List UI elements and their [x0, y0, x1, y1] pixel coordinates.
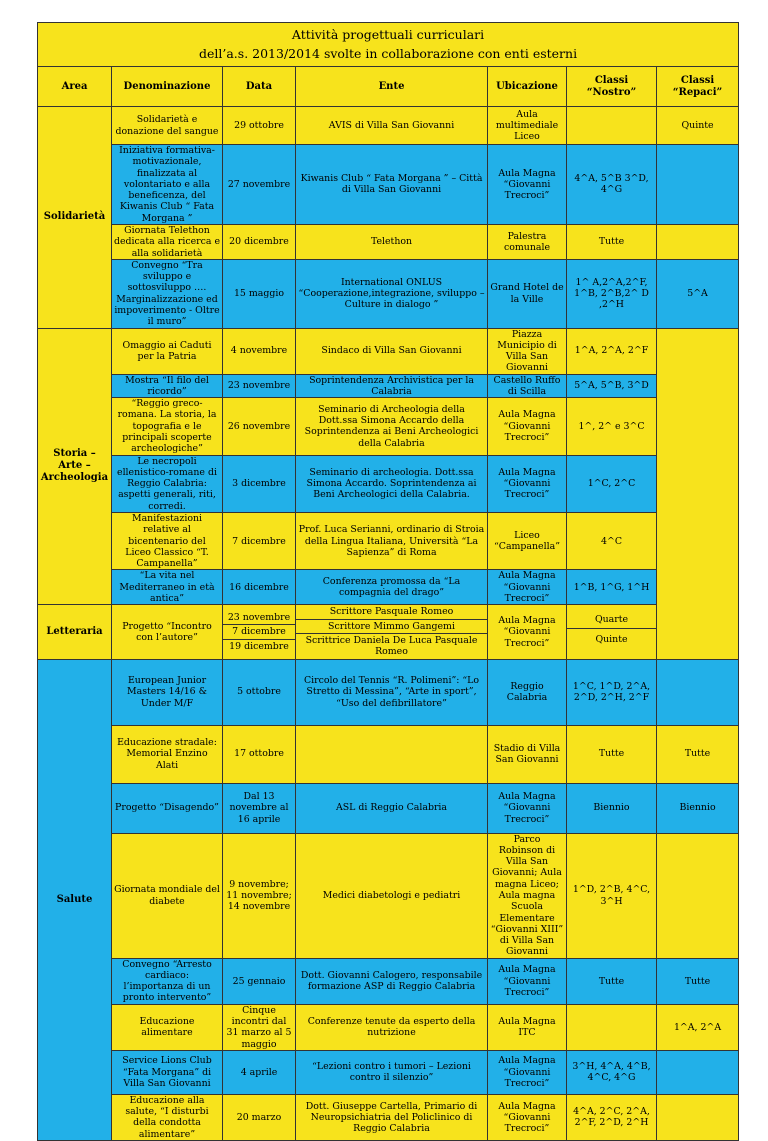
table-row [38, 328, 739, 374]
cell-ubicazione: Aula Magna “Giovanni Trecroci” [488, 783, 567, 833]
table-row [38, 605, 739, 659]
cell-classi-nostro: 1^C, 2^C [567, 455, 657, 512]
cell-data: 7 dicembre [223, 513, 296, 570]
cell-ente: Sindaco di Villa San Giovanni [296, 328, 488, 374]
header-ubicazione: Ubicazione [488, 67, 567, 107]
cell-classi-repaci: Tutte [657, 725, 739, 783]
cell-data: 15 maggio [223, 259, 296, 328]
cell-ente: Circolo del Tennis “R. Polimeni”: “Lo Stretto di Messina”, “Arte in sport”, “Uso del defibrillatore” [296, 659, 488, 725]
table-row [38, 570, 739, 605]
cell-classi-nostro: Tutte [567, 725, 657, 783]
cell-denominazione: Educazione stradale: Memorial Enzino Alati [112, 725, 223, 783]
cell-ente: Conferenza promossa da “La compagnia del drago” [296, 570, 488, 605]
table-row [38, 259, 739, 328]
area-solidarieta: Solidarietà [38, 107, 112, 329]
cell-ente: ASL di Reggio Calabria [296, 783, 488, 833]
cell-ubicazione: Grand Hotel de la Ville [488, 259, 567, 328]
cell-ente: Prof. Luca Serianni, ordinario di Stroia della Lingua Italiana, Università “La Sapienza” di Roma [296, 513, 488, 570]
cell-ente [296, 725, 488, 783]
table-row [38, 107, 739, 145]
cell-ente: Kiwanis Club “ Fata Morgana ” – Città di Villa San Giovanni [296, 145, 488, 225]
classi-item: Quinte [567, 628, 657, 651]
cell-ubicazione: Palestra comunale [488, 224, 567, 259]
header-classi-repaci: Classi “Repaci” [657, 67, 739, 107]
cell-denominazione: Iniziativa formativa-motivazionale, finalizzata al volontariato e alla beneficenza, del Kiwanis Club “ Fata Morgana ” [112, 145, 223, 225]
cell-classi-nostro: 1^D, 2^B, 4^C, 3^H [567, 833, 657, 958]
header-classi-nostro: Classi “Nostro” [567, 67, 657, 107]
cell-ente: Conferenze tenute da esperto della nutrizione [296, 1004, 488, 1050]
table-row [38, 783, 739, 833]
title-row [38, 23, 739, 67]
cell-ubicazione: Aula Magna “Giovanni Trecroci” [488, 958, 567, 1004]
table-row [38, 958, 739, 1004]
table-row [38, 659, 739, 725]
cell-denominazione: Le necropoli ellenistico-romane di Reggio Calabria: aspetti generali, riti, corredi. [112, 455, 223, 512]
cell-classi-nostro-list [567, 605, 657, 659]
table-row [38, 224, 739, 259]
area-salute: Salute [38, 659, 112, 1140]
cell-data: 26 novembre [223, 398, 296, 455]
cell-data: 4 aprile [223, 1050, 296, 1094]
cell-ente: Dott. Giuseppe Cartella, Primario di Neuropsichiatria del Policlinico di Reggio Calabria [296, 1094, 488, 1140]
cell-data: 29 ottobre [223, 107, 296, 145]
page-title [38, 23, 739, 67]
table-row [38, 145, 739, 225]
classi-item: Quarte [594, 613, 629, 625]
cell-classi-repaci: Biennio [657, 783, 739, 833]
date-item: 23 novembre [227, 612, 291, 624]
cell-ente: Soprintendenza Archivistica per la Calabria [296, 374, 488, 398]
cell-classi-repaci [657, 224, 739, 259]
cell-ubicazione: Aula Magna “Giovanni Trecroci” [488, 398, 567, 455]
cell-classi-nostro: 1^C, 1^D, 2^A, 2^D, 2^H, 2^F [567, 659, 657, 725]
cell-data: Cinque incontri dal 31 marzo al 5 maggio [223, 1004, 296, 1050]
ente-item: Scrittore Mimmo Gangemi [296, 619, 488, 633]
cell-data: 27 novembre [223, 145, 296, 225]
header-denominazione: Denominazione [112, 67, 223, 107]
cell-classi-nostro: Tutte [567, 958, 657, 1004]
cell-data: 9 novembre; 11 novembre; 14 novembre [223, 833, 296, 958]
cell-classi-nostro: 4^A, 5^B 3^D, 4^G [567, 145, 657, 225]
cell-ubicazione: Stadio di Villa San Giovanni [488, 725, 567, 783]
table-row [38, 1094, 739, 1140]
table-row [38, 374, 739, 398]
cell-classi-repaci [657, 833, 739, 958]
cell-data: 23 novembre [223, 374, 296, 398]
cell-classi-repaci: 1^A, 2^A [657, 1004, 739, 1050]
header-area: Area [38, 67, 112, 107]
cell-denominazione: “La vita nel Mediterraneo in età antica” [112, 570, 223, 605]
cell-ente: Seminario di archeologia. Dott.ssa Simona Accardo. Soprintendenza ai Beni Archeologici della Calabria. [296, 455, 488, 512]
cell-ubicazione: Aula Magna “Giovanni Trecroci” [488, 605, 567, 659]
cell-data: 4 novembre [223, 328, 296, 374]
cell-denominazione: Educazione alimentare [112, 1004, 223, 1050]
cell-data: 20 dicembre [223, 224, 296, 259]
cell-denominazione: Solidarietà e donazione del sangue [112, 107, 223, 145]
cell-ubicazione: Aula Magna “Giovanni Trecroci” [488, 570, 567, 605]
cell-ubicazione: Liceo “Campanella” [488, 513, 567, 570]
cell-data-list [223, 605, 296, 659]
table-row [38, 725, 739, 783]
header-ente: Ente [296, 67, 488, 107]
cell-classi-nostro: 4^A, 2^C, 2^A, 2^F, 2^D, 2^H [567, 1094, 657, 1140]
table-row [38, 1050, 739, 1094]
cell-ente-list [296, 605, 488, 659]
cell-denominazione: Progetto “Incontro con l’autore” [112, 605, 223, 659]
cell-ubicazione: Aula multimediale Liceo [488, 107, 567, 145]
cell-ubicazione: Castello Ruffo di Scilla [488, 374, 567, 398]
header-data: Data [223, 67, 296, 107]
cell-ubicazione: Aula Magna “Giovanni Trecroci” [488, 1094, 567, 1140]
cell-classi-nostro: 1^B, 1^G, 1^H [567, 570, 657, 605]
cell-classi-repaci: Tutte [657, 958, 739, 1004]
cell-denominazione: Progetto “Disagendo” [112, 783, 223, 833]
cell-classi-repaci [657, 659, 739, 725]
cell-classi-nostro: 4^C [567, 513, 657, 570]
table-row [38, 1004, 739, 1050]
title-line-1: Attività progettuali curriculari [291, 27, 485, 43]
cell-ubicazione: Reggio Calabria [488, 659, 567, 725]
cell-data: 5 ottobre [223, 659, 296, 725]
cell-denominazione: Omaggio ai Caduti per la Patria [112, 328, 223, 374]
cell-denominazione: Giornata Telethon dedicata alla ricerca e alla solidarietà [112, 224, 223, 259]
cell-ubicazione: Aula Magna “Giovanni Trecroci” [488, 455, 567, 512]
cell-ubicazione: Aula Magna ITC [488, 1004, 567, 1050]
table-row [38, 513, 739, 570]
cell-classi-nostro: Tutte [567, 224, 657, 259]
activities-table [37, 22, 739, 1141]
cell-classi-nostro: 1^, 2^ e 3^C [567, 398, 657, 455]
cell-denominazione: European Junior Masters 14/16 & Under M/F [112, 659, 223, 725]
cell-data: Dal 13 novembre al 16 aprile [223, 783, 296, 833]
cell-denominazione: Educazione alla salute, “I disturbi della condotta alimentare” [112, 1094, 223, 1140]
ente-item: Scrittrice Daniela De Luca Pasquale Romeo [296, 633, 488, 659]
cell-data: 20 marzo [223, 1094, 296, 1140]
cell-denominazione: “Reggio greco-romana. La storia, la topografia e le principali scoperte archeologiche” [112, 398, 223, 455]
table-row [38, 398, 739, 455]
cell-ente: International ONLUS “Cooperazione,integrazione, sviluppo – Culture in dialogo ” [296, 259, 488, 328]
date-item: 7 dicembre [223, 624, 296, 638]
title-line-2: dell’a.s. 2013/2014 svolte in collaborazione con enti esterni [198, 45, 578, 61]
cell-denominazione: Convegno “Tra sviluppo e sottosviluppo …. Marginalizzazione ed impoverimento - Oltre il muro” [112, 259, 223, 328]
cell-data: 25 gennaio [223, 958, 296, 1004]
cell-classi-repaci-empty [657, 328, 739, 659]
cell-classi-repaci: Quinte [657, 107, 739, 145]
cell-classi-nostro: Biennio [567, 783, 657, 833]
cell-classi-nostro [567, 107, 657, 145]
ente-item: Scrittore Pasquale Romeo [329, 606, 454, 618]
cell-ubicazione: Piazza Municipio di Villa San Giovanni [488, 328, 567, 374]
cell-classi-repaci: 5^A [657, 259, 739, 328]
cell-classi-nostro [567, 1004, 657, 1050]
cell-data: 3 dicembre [223, 455, 296, 512]
cell-ente: Dott. Giovanni Calogero, responsabile formazione ASP di Reggio Calabria [296, 958, 488, 1004]
cell-denominazione: Giornata mondiale del diabete [112, 833, 223, 958]
cell-classi-nostro: 5^A, 5^B, 3^D [567, 374, 657, 398]
cell-classi-nostro: 3^H, 4^A, 4^B, 4^C, 4^G [567, 1050, 657, 1094]
date-item: 19 dicembre [223, 639, 296, 653]
cell-ente: Medici diabetologi e pediatri [296, 833, 488, 958]
cell-classi-nostro: 1^A, 2^A, 2^F [567, 328, 657, 374]
cell-classi-repaci [657, 145, 739, 225]
area-storia-arte-archeologia: Storia – Arte – Archeologia [38, 328, 112, 605]
cell-data: 17 ottobre [223, 725, 296, 783]
cell-classi-nostro: 1^ A,2^A,2^F, 1^B, 2^B,2^ D ,2^H [567, 259, 657, 328]
table-row [38, 833, 739, 958]
cell-ente: Seminario di Archeologia della Dott.ssa Simona Accardo della Soprintendenza ai Beni Archeologici della Calabria [296, 398, 488, 455]
header-row [38, 67, 739, 107]
cell-denominazione: Manifestazioni relative al bicentenario del Liceo Classico “T. Campanella” [112, 513, 223, 570]
cell-data: 16 dicembre [223, 570, 296, 605]
cell-ente: Telethon [296, 224, 488, 259]
cell-ubicazione: Aula Magna “Giovanni Trecroci” [488, 1050, 567, 1094]
table-row [38, 455, 739, 512]
cell-denominazione: Service Lions Club “Fata Morgana” di Villa San Giovanni [112, 1050, 223, 1094]
area-letteraria: Letteraria [38, 605, 112, 659]
cell-ubicazione: Parco Robinson di Villa San Giovanni; Aula magna Liceo; Aula magna Scuola Elementare “Giovanni XIII” di Villa San Giovanni [488, 833, 567, 958]
cell-classi-repaci [657, 1094, 739, 1140]
cell-ente: AVIS di Villa San Giovanni [296, 107, 488, 145]
cell-classi-repaci [657, 1050, 739, 1094]
cell-denominazione: Convegno “Arresto cardiaco: l’importanza di un pronto intervento” [112, 958, 223, 1004]
cell-denominazione: Mostra “Il filo del ricordo” [112, 374, 223, 398]
cell-ente: “Lezioni contro i tumori – Lezioni contro il silenzio” [296, 1050, 488, 1094]
cell-ubicazione: Aula Magna “Giovanni Trecroci” [488, 145, 567, 225]
